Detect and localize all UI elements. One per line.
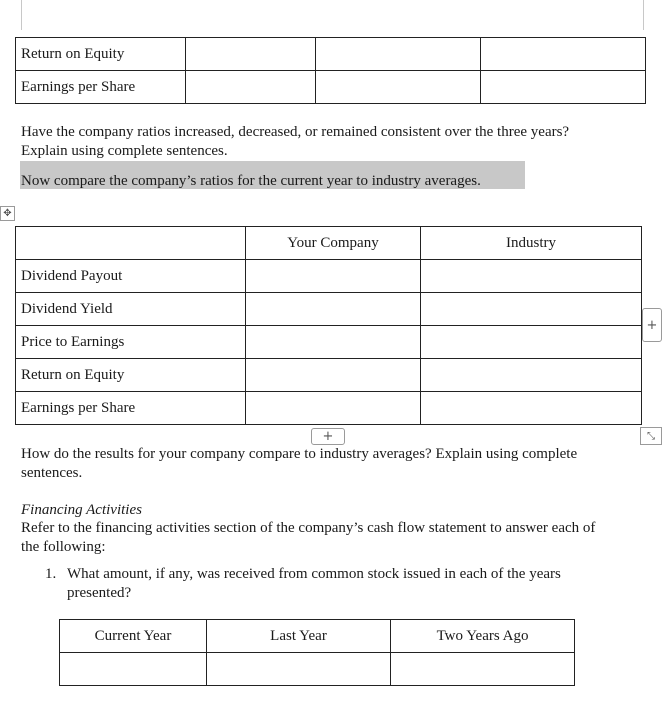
row-label: Return on Equity [16,38,186,71]
list-item-question [67,565,561,603]
question-line: How do the results for your company compare to industry averages? Explain using complete [21,446,578,462]
table-row [16,260,642,293]
table-cell[interactable] [246,260,421,293]
row-label: Earnings per Share [16,71,186,104]
financing-intro [21,519,595,557]
table-cell[interactable] [481,71,646,104]
table-cell[interactable] [207,653,391,686]
row-label: Earnings per Share [16,392,246,425]
header-your-company: Your Company [246,227,421,260]
table-cell[interactable] [421,260,642,293]
question-line: sentences. [21,465,83,481]
add-row-icon[interactable]: + [311,428,345,445]
table-cell[interactable] [316,38,481,71]
intro-line: Refer to the financing activities section of the company’s cash flow statement to answer each of [21,520,596,536]
table-header-row [60,620,575,653]
table-move-handle-icon[interactable]: ✥ [0,206,15,221]
header-cell-empty[interactable] [16,227,246,260]
table-cell[interactable] [186,71,316,104]
table-row [16,293,642,326]
table-cell[interactable] [391,653,575,686]
table-row [16,71,646,104]
table-row [16,392,642,425]
table-top-boundary-left [21,0,22,30]
table-cell[interactable] [246,359,421,392]
table-cell[interactable] [246,392,421,425]
table-resize-icon[interactable]: ⤡ [640,427,662,445]
compare-industry-text[interactable]: Now compare the company’s ratios for the current year to industry averages. [21,173,481,189]
row-label: Dividend Yield [16,293,246,326]
header-last-year: Last Year [207,620,391,653]
question-industry-compare [21,445,577,483]
table-cell[interactable] [421,392,642,425]
table-row [16,359,642,392]
stock-issued-table [59,619,575,686]
question-line: Explain using complete sentences. [21,143,228,159]
table-cell[interactable] [421,293,642,326]
table-top-boundary-right [643,0,644,30]
row-label: Dividend Payout [16,260,246,293]
industry-comparison-table [15,226,642,425]
add-column-icon[interactable]: + [642,308,662,342]
table-cell[interactable] [421,359,642,392]
ratios-table-continued [15,37,646,104]
table-cell[interactable] [246,293,421,326]
table-header-row [16,227,642,260]
item-line: presented? [67,585,132,601]
table-cell[interactable] [481,38,646,71]
table-cell[interactable] [246,326,421,359]
row-label: Price to Earnings [16,326,246,359]
table-row [60,653,575,686]
table-cell[interactable] [60,653,207,686]
row-label: Return on Equity [16,359,246,392]
item-line: What amount, if any, was received from common stock issued in each of the years [67,566,561,582]
header-two-years-ago: Two Years Ago [391,620,575,653]
list-item-number: 1. [45,566,57,582]
table-row [16,38,646,71]
table-cell[interactable] [316,71,481,104]
table-row [16,326,642,359]
table-cell[interactable] [421,326,642,359]
header-industry: Industry [421,227,642,260]
question-ratios-trend [21,123,569,161]
intro-line: the following: [21,539,106,555]
table-cell[interactable] [186,38,316,71]
header-current-year: Current Year [60,620,207,653]
financing-heading: Financing Activities [21,502,142,518]
question-line: Have the company ratios increased, decreased, or remained consistent over the three years? [21,124,570,140]
